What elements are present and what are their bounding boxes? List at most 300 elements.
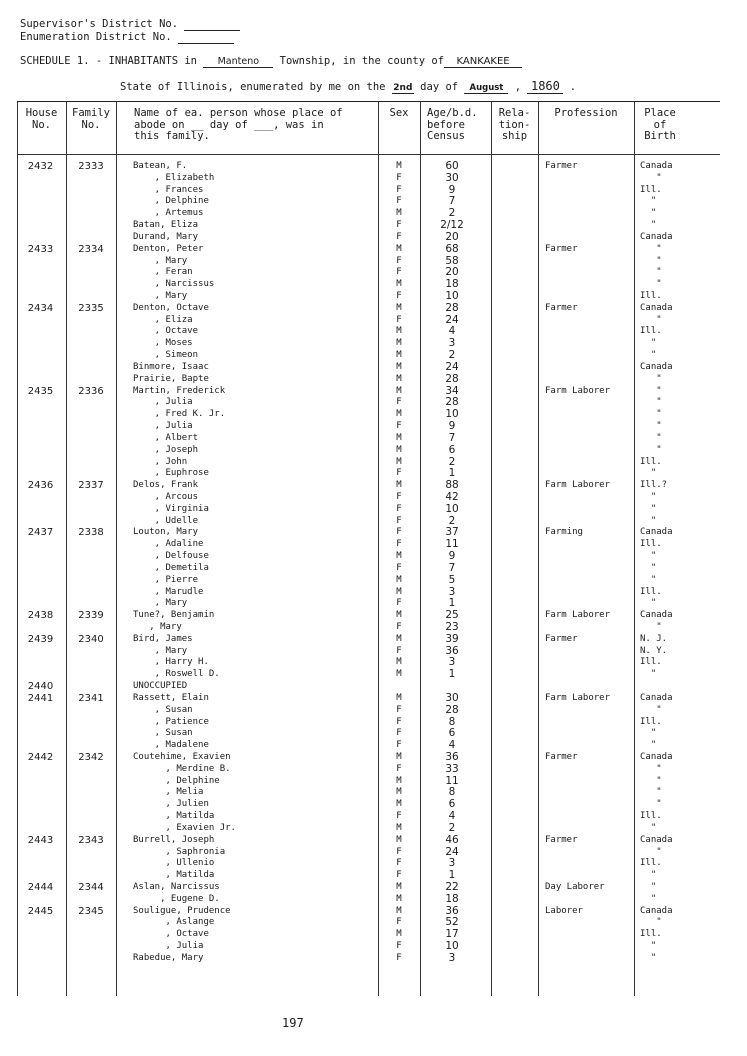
- house-number: 2444: [27, 882, 54, 894]
- person-age: 9: [448, 420, 456, 433]
- closing-period: .: [569, 81, 577, 93]
- person-age: 7: [448, 195, 456, 208]
- person-birthplace: ": [640, 421, 662, 432]
- person-age: 4: [448, 810, 456, 823]
- table-row: [17, 681, 720, 693]
- person-sex: F: [396, 539, 402, 550]
- person-name: Tune?, Benjamin: [133, 610, 215, 621]
- person-age: 7: [448, 561, 456, 574]
- table-row: [17, 244, 720, 256]
- person-profession: Laborer: [545, 905, 583, 916]
- person-name: , Saphronia: [133, 846, 226, 857]
- person-name: , Roswell D.: [133, 669, 220, 680]
- family-number: 2336: [78, 385, 104, 397]
- person-age: 10: [445, 290, 459, 303]
- person-birthplace: ": [640, 728, 657, 739]
- person-birthplace: ": [640, 503, 657, 514]
- township-name: Manteno: [203, 56, 273, 68]
- table-row: [17, 161, 720, 173]
- person-birthplace: ": [640, 704, 662, 715]
- person-birthplace: Canada: [640, 161, 673, 171]
- person-age: 18: [445, 892, 459, 905]
- table-row: [17, 445, 720, 457]
- person-sex: M: [396, 551, 402, 562]
- person-name: UNOCCUPIED: [133, 681, 188, 692]
- person-birthplace: ": [640, 267, 662, 278]
- table-row: [17, 279, 720, 291]
- person-birthplace: ": [640, 444, 662, 455]
- person-sex: M: [396, 657, 402, 668]
- table-row: [17, 929, 720, 941]
- person-sex: M: [396, 361, 402, 372]
- person-name: , Susan: [133, 704, 193, 715]
- enumeration-month: August: [464, 83, 508, 94]
- person-sex: F: [396, 291, 402, 302]
- person-birthplace: ": [640, 917, 662, 928]
- person-age: 8: [448, 715, 456, 728]
- table-row: [17, 705, 720, 717]
- person-age: 37: [445, 526, 459, 539]
- person-profession: Farmer: [545, 161, 578, 171]
- person-sex: M: [396, 302, 402, 313]
- person-sex: F: [396, 196, 402, 207]
- family-number: 2341: [78, 692, 104, 704]
- person-name: Denton, Peter: [133, 243, 204, 254]
- person-age: 20: [445, 230, 459, 243]
- person-birthplace: Ill.?: [640, 480, 668, 491]
- person-name: , Virginia: [133, 503, 209, 514]
- person-sex: F: [396, 515, 402, 526]
- person-name: , Moses: [133, 338, 193, 349]
- person-birthplace: ": [640, 279, 662, 290]
- table-row: [17, 397, 720, 409]
- person-profession: Farmer: [545, 243, 578, 254]
- person-age: 3: [448, 951, 456, 964]
- person-sex: F: [396, 220, 402, 231]
- table-row: [17, 811, 720, 823]
- table-row: [17, 480, 720, 492]
- person-birthplace: ": [640, 870, 657, 881]
- person-birthplace: Canada: [640, 302, 673, 313]
- person-sex: F: [396, 763, 402, 774]
- person-name: Binmore, Isaac: [133, 361, 209, 372]
- person-birthplace: Ill.: [640, 539, 662, 550]
- person-profession: Farm Laborer: [545, 692, 611, 703]
- table-row: [17, 362, 720, 374]
- table-row: [17, 208, 720, 220]
- person-name: , Frances: [133, 184, 204, 195]
- table-row: [17, 232, 720, 244]
- person-age: 36: [445, 904, 459, 917]
- schedule-line: [20, 55, 522, 68]
- person-name: Louton, Mary: [133, 527, 199, 538]
- person-sex: M: [396, 834, 402, 845]
- enumeration-district-line: [20, 31, 234, 44]
- person-birthplace: ": [640, 941, 657, 952]
- person-name: , Euphrose: [133, 468, 209, 479]
- person-birthplace: Canada: [640, 231, 673, 242]
- house-number: 2440: [27, 681, 54, 693]
- person-birthplace: ": [640, 574, 657, 585]
- person-sex: F: [396, 716, 402, 727]
- family-number: 2335: [78, 302, 104, 314]
- person-birthplace: ": [640, 208, 657, 219]
- table-row: [17, 539, 720, 551]
- person-name: Denton, Octave: [133, 302, 209, 313]
- column-header-age: Age/b.d. before Census: [427, 107, 478, 142]
- person-name: , Fred K. Jr.: [133, 409, 226, 420]
- person-age: 1: [448, 668, 456, 681]
- person-profession: Farmer: [545, 834, 578, 845]
- person-name: , Aslange: [133, 917, 215, 928]
- table-row: [17, 315, 720, 327]
- person-sex: F: [396, 858, 402, 869]
- person-name: , Pierre: [133, 574, 199, 585]
- person-age: 23: [445, 620, 459, 633]
- table-row: [17, 220, 720, 232]
- column-header-profession: Profession: [554, 107, 618, 119]
- person-birthplace: ": [640, 255, 662, 266]
- person-age: 1: [448, 467, 456, 480]
- person-birthplace: ": [640, 775, 662, 786]
- person-profession: Farming: [545, 527, 583, 538]
- person-name: Martin, Frederick: [133, 385, 226, 396]
- table-row: [17, 858, 720, 870]
- person-age: 8: [448, 786, 456, 799]
- person-sex: M: [396, 905, 402, 916]
- person-name: , Susan: [133, 728, 193, 739]
- person-sex: M: [396, 610, 402, 621]
- person-age: 3: [448, 857, 456, 870]
- house-number: 2443: [27, 834, 54, 846]
- person-name: , Adaline: [133, 539, 204, 550]
- table-row: [17, 350, 720, 362]
- person-sex: F: [396, 491, 402, 502]
- person-birthplace: ": [640, 397, 662, 408]
- person-age: 6: [448, 798, 456, 811]
- table-row: [17, 610, 720, 622]
- township-label: Township, in the county of: [279, 55, 445, 67]
- person-name: Delos, Frank: [133, 480, 199, 491]
- person-sex: M: [396, 243, 402, 254]
- person-name: , Julien: [133, 799, 209, 810]
- person-birthplace: ": [640, 373, 662, 384]
- house-number: 2435: [27, 385, 54, 397]
- person-age: 18: [445, 278, 459, 291]
- table-row: [17, 409, 720, 421]
- person-sex: M: [396, 208, 402, 219]
- person-age: 6: [448, 727, 456, 740]
- house-number: 2436: [27, 480, 54, 492]
- person-age: 3: [448, 656, 456, 669]
- table-row: [17, 728, 720, 740]
- person-name: , Patience: [133, 716, 209, 727]
- person-age: 28: [445, 396, 459, 409]
- supervisor-district-line: [20, 18, 240, 31]
- year-separator: ,: [514, 81, 522, 93]
- person-name: , Julia: [133, 421, 193, 432]
- person-age: 3: [448, 585, 456, 598]
- person-sex: F: [396, 704, 402, 715]
- table-row: [17, 551, 720, 563]
- family-number: 2343: [78, 834, 104, 846]
- person-birthplace: ": [640, 220, 657, 231]
- enumeration-year: 1860: [527, 79, 563, 94]
- table-row: [17, 941, 720, 953]
- table-row: [17, 527, 720, 539]
- person-age: 4: [448, 739, 456, 752]
- table-row: [17, 776, 720, 788]
- table-row: [17, 256, 720, 268]
- table-row: [17, 598, 720, 610]
- person-sex: M: [396, 929, 402, 940]
- person-age: 39: [445, 632, 459, 645]
- person-name: Burrell, Joseph: [133, 834, 215, 845]
- column-header-relationship: Rela- tion- ship: [498, 107, 531, 142]
- family-number: 2339: [78, 610, 104, 622]
- person-birthplace: Ill.: [640, 716, 662, 727]
- person-birthplace: ": [640, 787, 662, 798]
- person-name: , Julia: [133, 941, 204, 952]
- person-birthplace: ": [640, 598, 657, 609]
- person-name: , Matilda: [133, 870, 215, 881]
- person-name: , Harry H.: [133, 657, 209, 668]
- table-row: [17, 185, 720, 197]
- person-birthplace: ": [640, 515, 657, 526]
- person-age: 22: [445, 881, 459, 894]
- family-number: 2333: [78, 161, 104, 172]
- table-row: [17, 468, 720, 480]
- house-number: 2441: [27, 692, 54, 704]
- table-row: [17, 587, 720, 599]
- table-row: [17, 882, 720, 894]
- table-row: [17, 421, 720, 433]
- column-header-family: Family No.: [72, 107, 110, 131]
- person-name: , Elizabeth: [133, 172, 215, 183]
- column-header-sex: Sex: [389, 107, 409, 119]
- family-number: 2345: [78, 905, 104, 917]
- person-birthplace: Ill.: [640, 291, 662, 302]
- person-age: 30: [445, 171, 459, 184]
- person-name: , Arcous: [133, 491, 199, 502]
- house-number: 2433: [27, 243, 54, 255]
- person-name: , Demetila: [133, 562, 209, 573]
- person-sex: F: [396, 562, 402, 573]
- person-age: 46: [445, 833, 459, 846]
- person-sex: M: [396, 822, 402, 833]
- person-sex: M: [396, 586, 402, 597]
- page-number: 197: [282, 1016, 304, 1030]
- person-name: Coutehime, Exavien: [133, 752, 231, 762]
- person-birthplace: Ill.: [640, 184, 662, 195]
- person-sex: M: [396, 456, 402, 467]
- table-row: [17, 669, 720, 681]
- person-sex: M: [396, 326, 402, 337]
- person-name: , Exavien Jr.: [133, 822, 236, 833]
- family-number: 2342: [78, 752, 104, 763]
- family-number: 2334: [78, 243, 104, 255]
- person-sex: M: [396, 432, 402, 443]
- person-birthplace: N. J.: [640, 633, 668, 644]
- person-name: Durand, Mary: [133, 231, 199, 242]
- state-text: State of Illinois, enumerated by me on the: [120, 81, 386, 93]
- person-age: 30: [445, 691, 459, 704]
- person-age: 25: [445, 609, 459, 622]
- person-birthplace: ": [640, 196, 657, 207]
- person-birthplace: Ill.: [640, 811, 662, 822]
- table-row: [17, 646, 720, 658]
- header-rule: [17, 154, 720, 155]
- person-birthplace: ": [640, 350, 657, 361]
- table-row: [17, 906, 720, 918]
- person-birthplace: ": [640, 952, 657, 963]
- person-birthplace: ": [640, 893, 657, 904]
- person-age: 11: [445, 538, 459, 551]
- person-name: , Matilda: [133, 811, 215, 822]
- table-row: [17, 386, 720, 398]
- person-sex: F: [396, 917, 402, 928]
- person-sex: F: [396, 314, 402, 325]
- person-age: 10: [445, 502, 459, 515]
- person-sex: M: [396, 385, 402, 396]
- person-age: 42: [445, 490, 459, 503]
- person-name: , Madalene: [133, 740, 209, 751]
- person-sex: M: [396, 279, 402, 290]
- person-age: 9: [448, 550, 456, 563]
- person-birthplace: Canada: [640, 610, 673, 621]
- person-age: 28: [445, 372, 459, 385]
- person-sex: F: [396, 811, 402, 822]
- person-name: , Albert: [133, 432, 199, 443]
- family-number: 2344: [78, 882, 104, 894]
- person-birthplace: ": [640, 385, 662, 396]
- supervisor-district-label: Supervisor's District No.: [20, 18, 179, 30]
- person-birthplace: ": [640, 740, 657, 751]
- county-name: KANKAKEE: [444, 56, 522, 68]
- table-row: [17, 787, 720, 799]
- person-name: , Ullenio: [133, 858, 215, 869]
- person-sex: M: [396, 161, 402, 171]
- table-row: [17, 326, 720, 338]
- supervisor-district-blank: [184, 18, 240, 31]
- person-age: 2: [448, 514, 456, 527]
- column-header-birthplace: Place of Birth: [644, 107, 676, 142]
- person-sex: F: [396, 527, 402, 538]
- table-row: [17, 657, 720, 669]
- person-age: 10: [445, 408, 459, 421]
- person-age: 6: [448, 443, 456, 456]
- table-row: [17, 457, 720, 469]
- person-profession: Farm Laborer: [545, 480, 611, 491]
- person-birthplace: Ill.: [640, 858, 662, 869]
- person-sex: F: [396, 621, 402, 632]
- house-number: 2438: [27, 610, 54, 622]
- house-number: 2442: [27, 752, 54, 763]
- person-age: 2: [448, 455, 456, 468]
- person-age: 9: [448, 183, 456, 196]
- person-name: , Delphine: [133, 775, 220, 786]
- table-row: [17, 894, 720, 906]
- person-sex: M: [396, 692, 402, 703]
- person-name: , Feran: [133, 267, 193, 278]
- person-sex: M: [396, 444, 402, 455]
- person-sex: F: [396, 503, 402, 514]
- person-age: 17: [445, 928, 459, 941]
- table-row: [17, 752, 720, 764]
- person-name: , Mary: [133, 621, 182, 632]
- person-sex: F: [396, 172, 402, 183]
- person-birthplace: ": [640, 491, 657, 502]
- table-row: [17, 338, 720, 350]
- person-name: , Octave: [133, 929, 209, 940]
- person-sex: F: [396, 728, 402, 739]
- person-age: 34: [445, 384, 459, 397]
- column-header-name: Name of ea. person whose place of abode on __ day of ___, was in this family.: [134, 107, 343, 142]
- table-row: [17, 196, 720, 208]
- person-birthplace: ": [640, 562, 657, 573]
- person-birthplace: ": [640, 468, 657, 479]
- family-number: 2337: [78, 480, 104, 492]
- person-birthplace: ": [640, 846, 662, 857]
- house-number: 2434: [27, 302, 54, 314]
- table-row: [17, 634, 720, 646]
- person-sex: F: [396, 468, 402, 479]
- person-birthplace: Ill.: [640, 586, 662, 597]
- person-birthplace: ": [640, 409, 662, 420]
- person-age: 24: [445, 313, 459, 326]
- person-sex: M: [396, 799, 402, 810]
- person-age: 2: [448, 349, 456, 362]
- house-number: 2445: [27, 905, 54, 917]
- person-birthplace: Canada: [640, 834, 673, 845]
- person-name: , Eliza: [133, 314, 193, 325]
- person-sex: F: [396, 941, 402, 952]
- table-row: [17, 740, 720, 752]
- person-sex: M: [396, 882, 402, 893]
- person-name: Batan, Eliza: [133, 220, 199, 231]
- person-name: , Mary: [133, 255, 188, 266]
- person-age: 36: [445, 751, 459, 763]
- table-row: [17, 835, 720, 847]
- table-row: [17, 575, 720, 587]
- person-age: 52: [445, 916, 459, 929]
- person-birthplace: Ill.: [640, 326, 662, 337]
- table-row: [17, 303, 720, 315]
- person-age: 2: [448, 821, 456, 834]
- person-name: Aslan, Narcissus: [133, 882, 220, 893]
- person-profession: Farm Laborer: [545, 610, 611, 621]
- person-birthplace: ": [640, 432, 662, 443]
- person-sex: M: [396, 633, 402, 644]
- person-birthplace: ": [640, 551, 657, 562]
- person-sex: F: [396, 255, 402, 266]
- person-birthplace: ": [640, 799, 662, 810]
- person-name: , John: [133, 456, 188, 467]
- person-age: 68: [445, 242, 459, 255]
- person-sex: M: [396, 350, 402, 361]
- person-age: 2: [448, 207, 456, 220]
- table-row: [17, 433, 720, 445]
- table-row: [17, 870, 720, 882]
- person-birthplace: ": [640, 621, 662, 632]
- person-name: , Delfouse: [133, 551, 209, 562]
- table-row: [17, 799, 720, 811]
- day-of-label: day of: [420, 81, 459, 93]
- person-birthplace: N. Y.: [640, 645, 668, 656]
- table-row: [17, 953, 720, 965]
- person-age: 10: [445, 940, 459, 953]
- person-age: 28: [445, 703, 459, 716]
